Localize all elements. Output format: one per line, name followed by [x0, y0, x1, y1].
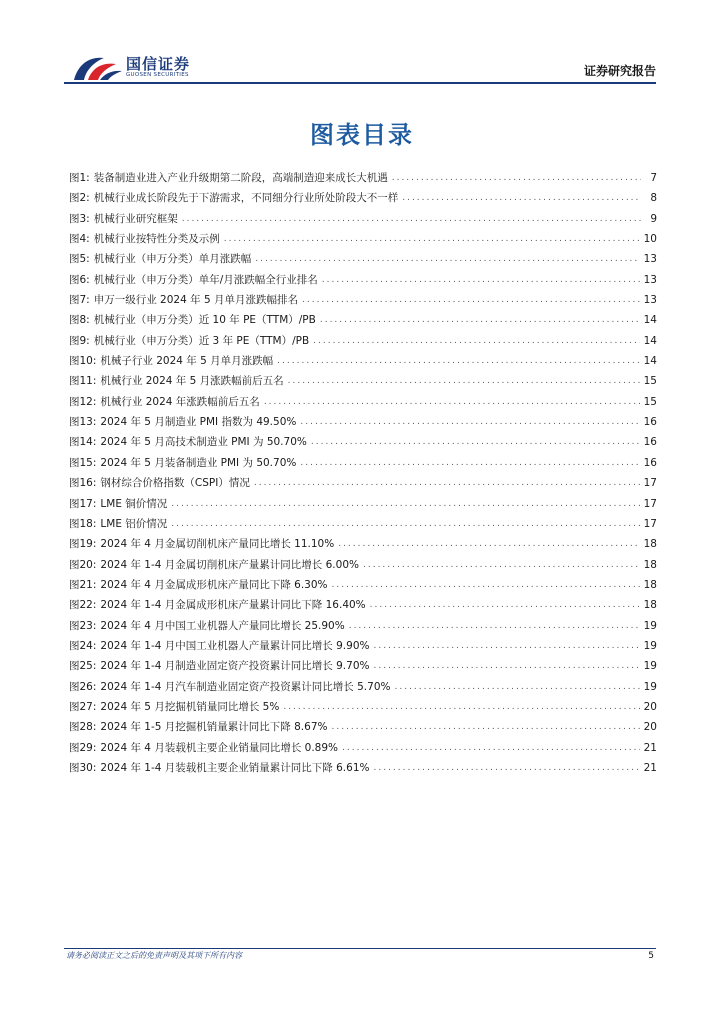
- toc-entry[interactable]: [69, 371, 657, 391]
- toc-entry[interactable]: [69, 575, 657, 595]
- toc-figure-number: 图13:: [69, 416, 97, 429]
- header-divider: [64, 82, 656, 84]
- page-title: 图表目录: [310, 121, 414, 149]
- toc-figure-number: 图3:: [69, 212, 90, 225]
- toc-figure-title: 2024 年 5 月制造业 PMI 指数为 49.50%: [100, 416, 297, 429]
- toc-figure-number: 图4:: [69, 233, 90, 246]
- toc-page-number: 13: [643, 273, 657, 286]
- toc-figure-number: 图7:: [69, 294, 90, 307]
- page-number: 5: [648, 951, 654, 961]
- toc-entry[interactable]: [69, 310, 657, 330]
- toc-figure-number: 图5:: [69, 253, 90, 266]
- toc-page-number: 13: [643, 294, 657, 307]
- toc-entry[interactable]: [69, 270, 657, 290]
- toc-figure-title: 2024 年 1-4 月金属成形机床产量累计同比下降 16.40%: [100, 599, 366, 612]
- toc-entry[interactable]: [69, 677, 657, 697]
- toc-figure-title: 2024 年 1-4 月金属切削机床产量累计同比增长 6.00%: [100, 558, 359, 571]
- toc-page-number: 16: [643, 436, 657, 449]
- toc-figure-number: 图12:: [69, 395, 97, 408]
- toc-figure-number: 图22:: [69, 599, 97, 612]
- toc-leader-dots: [255, 249, 639, 269]
- toc-leader-dots: [277, 351, 639, 371]
- toc-entry[interactable]: [69, 758, 657, 778]
- toc-figure-title: 机械行业按特性分类及示例: [93, 233, 220, 246]
- toc-figure-number: 图25:: [69, 660, 97, 673]
- toc-figure-title: 申万一级行业 2024 年 5 月单月涨跌幅排名: [93, 294, 298, 307]
- toc-page-number: 14: [643, 314, 657, 327]
- toc-entry[interactable]: [69, 738, 657, 758]
- toc-leader-dots: [394, 677, 639, 697]
- toc-entry[interactable]: [69, 534, 657, 554]
- toc-figure-number: 图20:: [69, 558, 97, 571]
- toc-figure-number: 图10:: [69, 355, 97, 368]
- toc-figure-title: 机械行业 2024 年 5 月涨跌幅前后五名: [100, 375, 284, 388]
- toc-figure-number: 图14:: [69, 436, 97, 449]
- footer-disclaimer: 请务必阅读正文之后的免责声明及其项下所有内容: [66, 951, 242, 960]
- toc-entry[interactable]: [69, 514, 657, 534]
- toc-entry[interactable]: [69, 331, 657, 351]
- toc-page-number: 19: [643, 639, 657, 652]
- toc-entry[interactable]: [69, 290, 657, 310]
- toc-figure-title: 2024 年 5 月装备制造业 PMI 为 50.70%: [100, 456, 297, 469]
- toc-figure-title: 钢材综合价格指数（CSPI）情况: [100, 477, 250, 490]
- toc-figure-title: 2024 年 1-4 月装载机主要企业销量累计同比下降 6.61%: [100, 761, 370, 774]
- toc-page-number: 17: [643, 517, 657, 530]
- toc-leader-dots: [302, 290, 640, 310]
- toc-figure-title: 2024 年 1-4 月制造业固定资产投资累计同比增长 9.70%: [100, 660, 370, 673]
- toc-entry[interactable]: [69, 595, 657, 615]
- toc-page-number: 19: [643, 660, 657, 673]
- toc-leader-dots: [313, 331, 639, 351]
- toc-page-number: 21: [643, 761, 657, 774]
- toc-entry[interactable]: [69, 555, 657, 575]
- logo-text-cn: 国信证券: [126, 55, 191, 73]
- toc-leader-dots: [182, 209, 641, 229]
- toc-leader-dots: [349, 616, 640, 636]
- toc-page-number: 21: [643, 741, 657, 754]
- toc-leader-dots: [311, 432, 640, 452]
- toc-figure-number: 图27:: [69, 700, 97, 713]
- toc-figure-number: 图6:: [69, 273, 90, 286]
- toc-entry[interactable]: [69, 229, 657, 249]
- toc-leader-dots: [171, 514, 639, 534]
- toc-page-number: 17: [643, 477, 657, 490]
- toc-entry[interactable]: [69, 392, 657, 412]
- toc-figure-title: 机械子行业 2024 年 5 月单月涨跌幅: [100, 355, 274, 368]
- toc-figure-number: 图26:: [69, 680, 97, 693]
- toc-figure-title: LME 铝价情况: [100, 517, 168, 530]
- toc-page-number: 8: [650, 192, 657, 205]
- logo-text-en: GUOSEN SECURITIES: [126, 72, 189, 78]
- toc-entry[interactable]: [69, 249, 657, 269]
- toc-entry[interactable]: [69, 473, 657, 493]
- toc-page-number: 16: [643, 416, 657, 429]
- toc-figure-title: 2024 年 4 月中国工业机器人产量同比增长 25.90%: [100, 619, 345, 632]
- toc-figure-number: 图29:: [69, 741, 97, 754]
- toc-entry[interactable]: [69, 209, 657, 229]
- toc-entry[interactable]: [69, 168, 657, 188]
- toc-page-number: 13: [643, 253, 657, 266]
- toc-figure-number: 图2:: [69, 192, 90, 205]
- toc-figure-title: 机械行业研究框架: [93, 212, 178, 225]
- toc-entry[interactable]: [69, 188, 657, 208]
- toc-figure-title: 2024 年 4 月金属切削机床产量同比增长 11.10%: [100, 538, 335, 551]
- figure-index-list: [69, 168, 657, 778]
- toc-figure-title: 2024 年 5 月挖掘机销量同比增长 5%: [100, 700, 280, 713]
- toc-leader-dots: [300, 453, 639, 473]
- toc-entry[interactable]: [69, 656, 657, 676]
- toc-leader-dots: [254, 473, 640, 493]
- toc-entry[interactable]: [69, 616, 657, 636]
- toc-page-number: 15: [643, 395, 657, 408]
- toc-figure-number: 图15:: [69, 456, 97, 469]
- toc-leader-dots: [331, 717, 639, 737]
- toc-figure-number: 图28:: [69, 721, 97, 734]
- toc-entry[interactable]: [69, 351, 657, 371]
- toc-figure-number: 图24:: [69, 639, 97, 652]
- toc-page-number: 20: [643, 721, 657, 734]
- toc-leader-dots: [342, 738, 640, 758]
- toc-figure-number: 图21:: [69, 578, 97, 591]
- toc-page-number: 15: [643, 375, 657, 388]
- toc-entry[interactable]: [69, 717, 657, 737]
- toc-figure-number: 图1:: [69, 172, 90, 184]
- toc-figure-number: 图8:: [69, 314, 90, 327]
- toc-leader-dots: [370, 595, 640, 615]
- toc-page-number: 14: [643, 334, 657, 347]
- toc-figure-number: 图30:: [69, 761, 97, 774]
- toc-leader-dots: [264, 392, 640, 412]
- toc-page-number: 19: [643, 619, 657, 632]
- toc-figure-title: 机械行业（申万分类）近 3 年 PE（TTM）/PB: [93, 334, 310, 347]
- toc-page-number: 9: [650, 212, 657, 225]
- toc-figure-title: 机械行业 2024 年涨跌幅前后五名: [100, 395, 260, 408]
- toc-figure-number: 图16:: [69, 477, 97, 490]
- toc-leader-dots: [338, 534, 639, 554]
- toc-figure-title: 2024 年 4 月金属成形机床产量同比下降 6.30%: [100, 578, 328, 591]
- toc-leader-dots: [373, 758, 639, 778]
- toc-figure-title: 2024 年 1-4 月汽车制造业固定资产投资累计同比增长 5.70%: [100, 680, 391, 693]
- toc-figure-number: 图11:: [69, 375, 97, 388]
- toc-leader-dots: [283, 697, 639, 717]
- toc-figure-number: 图9:: [69, 334, 90, 347]
- footer-divider: [64, 948, 656, 949]
- toc-entry[interactable]: [69, 432, 657, 452]
- toc-page-number: 7: [650, 172, 657, 184]
- toc-figure-title: 机械行业（申万分类）单月涨跌幅: [93, 253, 252, 266]
- toc-entry[interactable]: [69, 636, 657, 656]
- toc-figure-number: 图17:: [69, 497, 97, 510]
- toc-page-number: 16: [643, 456, 657, 469]
- toc-figure-number: 图19:: [69, 538, 97, 551]
- report-type-label: 证券研究报告: [583, 64, 656, 78]
- toc-entry[interactable]: [69, 412, 657, 432]
- toc-figure-title: 装备制造业进入产业升级期第二阶段，高端制造迎来成长大机遇: [93, 172, 388, 184]
- toc-figure-title: 机械行业（申万分类）近 10 年 PE（TTM）/PB: [93, 314, 316, 327]
- toc-entry[interactable]: [69, 494, 657, 514]
- toc-figure-title: 2024 年 5 月高技术制造业 PMI 为 50.70%: [100, 436, 307, 449]
- toc-leader-dots: [322, 270, 640, 290]
- toc-entry[interactable]: [69, 453, 657, 473]
- toc-page-number: 14: [643, 355, 657, 368]
- toc-page-number: 18: [643, 599, 657, 612]
- toc-leader-dots: [171, 494, 639, 514]
- toc-leader-dots: [392, 168, 641, 188]
- toc-leader-dots: [332, 575, 640, 595]
- toc-leader-dots: [363, 555, 640, 575]
- toc-leader-dots: [402, 188, 641, 208]
- toc-figure-title: 机械行业（申万分类）单年/月涨跌幅全行业排名: [93, 273, 318, 286]
- toc-figure-title: 机械行业成长阶段先于下游需求，不同细分行业所处阶段大不一样: [93, 192, 399, 205]
- toc-page-number: 18: [643, 578, 657, 591]
- toc-leader-dots: [300, 412, 639, 432]
- toc-leader-dots: [373, 656, 639, 676]
- toc-page-number: 18: [643, 558, 657, 571]
- toc-page-number: 18: [643, 538, 657, 551]
- toc-page-number: 17: [643, 497, 657, 510]
- toc-page-number: 19: [643, 680, 657, 693]
- toc-leader-dots: [288, 371, 640, 391]
- toc-entry[interactable]: [69, 697, 657, 717]
- toc-figure-number: 图18:: [69, 517, 97, 530]
- toc-figure-title: 2024 年 1-5 月挖掘机销量累计同比下降 8.67%: [100, 721, 328, 734]
- toc-figure-title: 2024 年 4 月装载机主要企业销量同比增长 0.89%: [100, 741, 339, 754]
- toc-page-number: 10: [643, 233, 657, 246]
- toc-page-number: 20: [643, 700, 657, 713]
- toc-figure-title: LME 铜价情况: [100, 497, 168, 510]
- logo-mark-icon: [70, 50, 124, 84]
- toc-figure-title: 2024 年 1-4 月中国工业机器人产量累计同比增长 9.90%: [100, 639, 370, 652]
- toc-leader-dots: [320, 310, 640, 330]
- toc-leader-dots: [373, 636, 639, 656]
- toc-leader-dots: [224, 229, 640, 249]
- guosen-logo: [70, 50, 210, 86]
- toc-figure-number: 图23:: [69, 619, 97, 632]
- page-header: [0, 0, 724, 90]
